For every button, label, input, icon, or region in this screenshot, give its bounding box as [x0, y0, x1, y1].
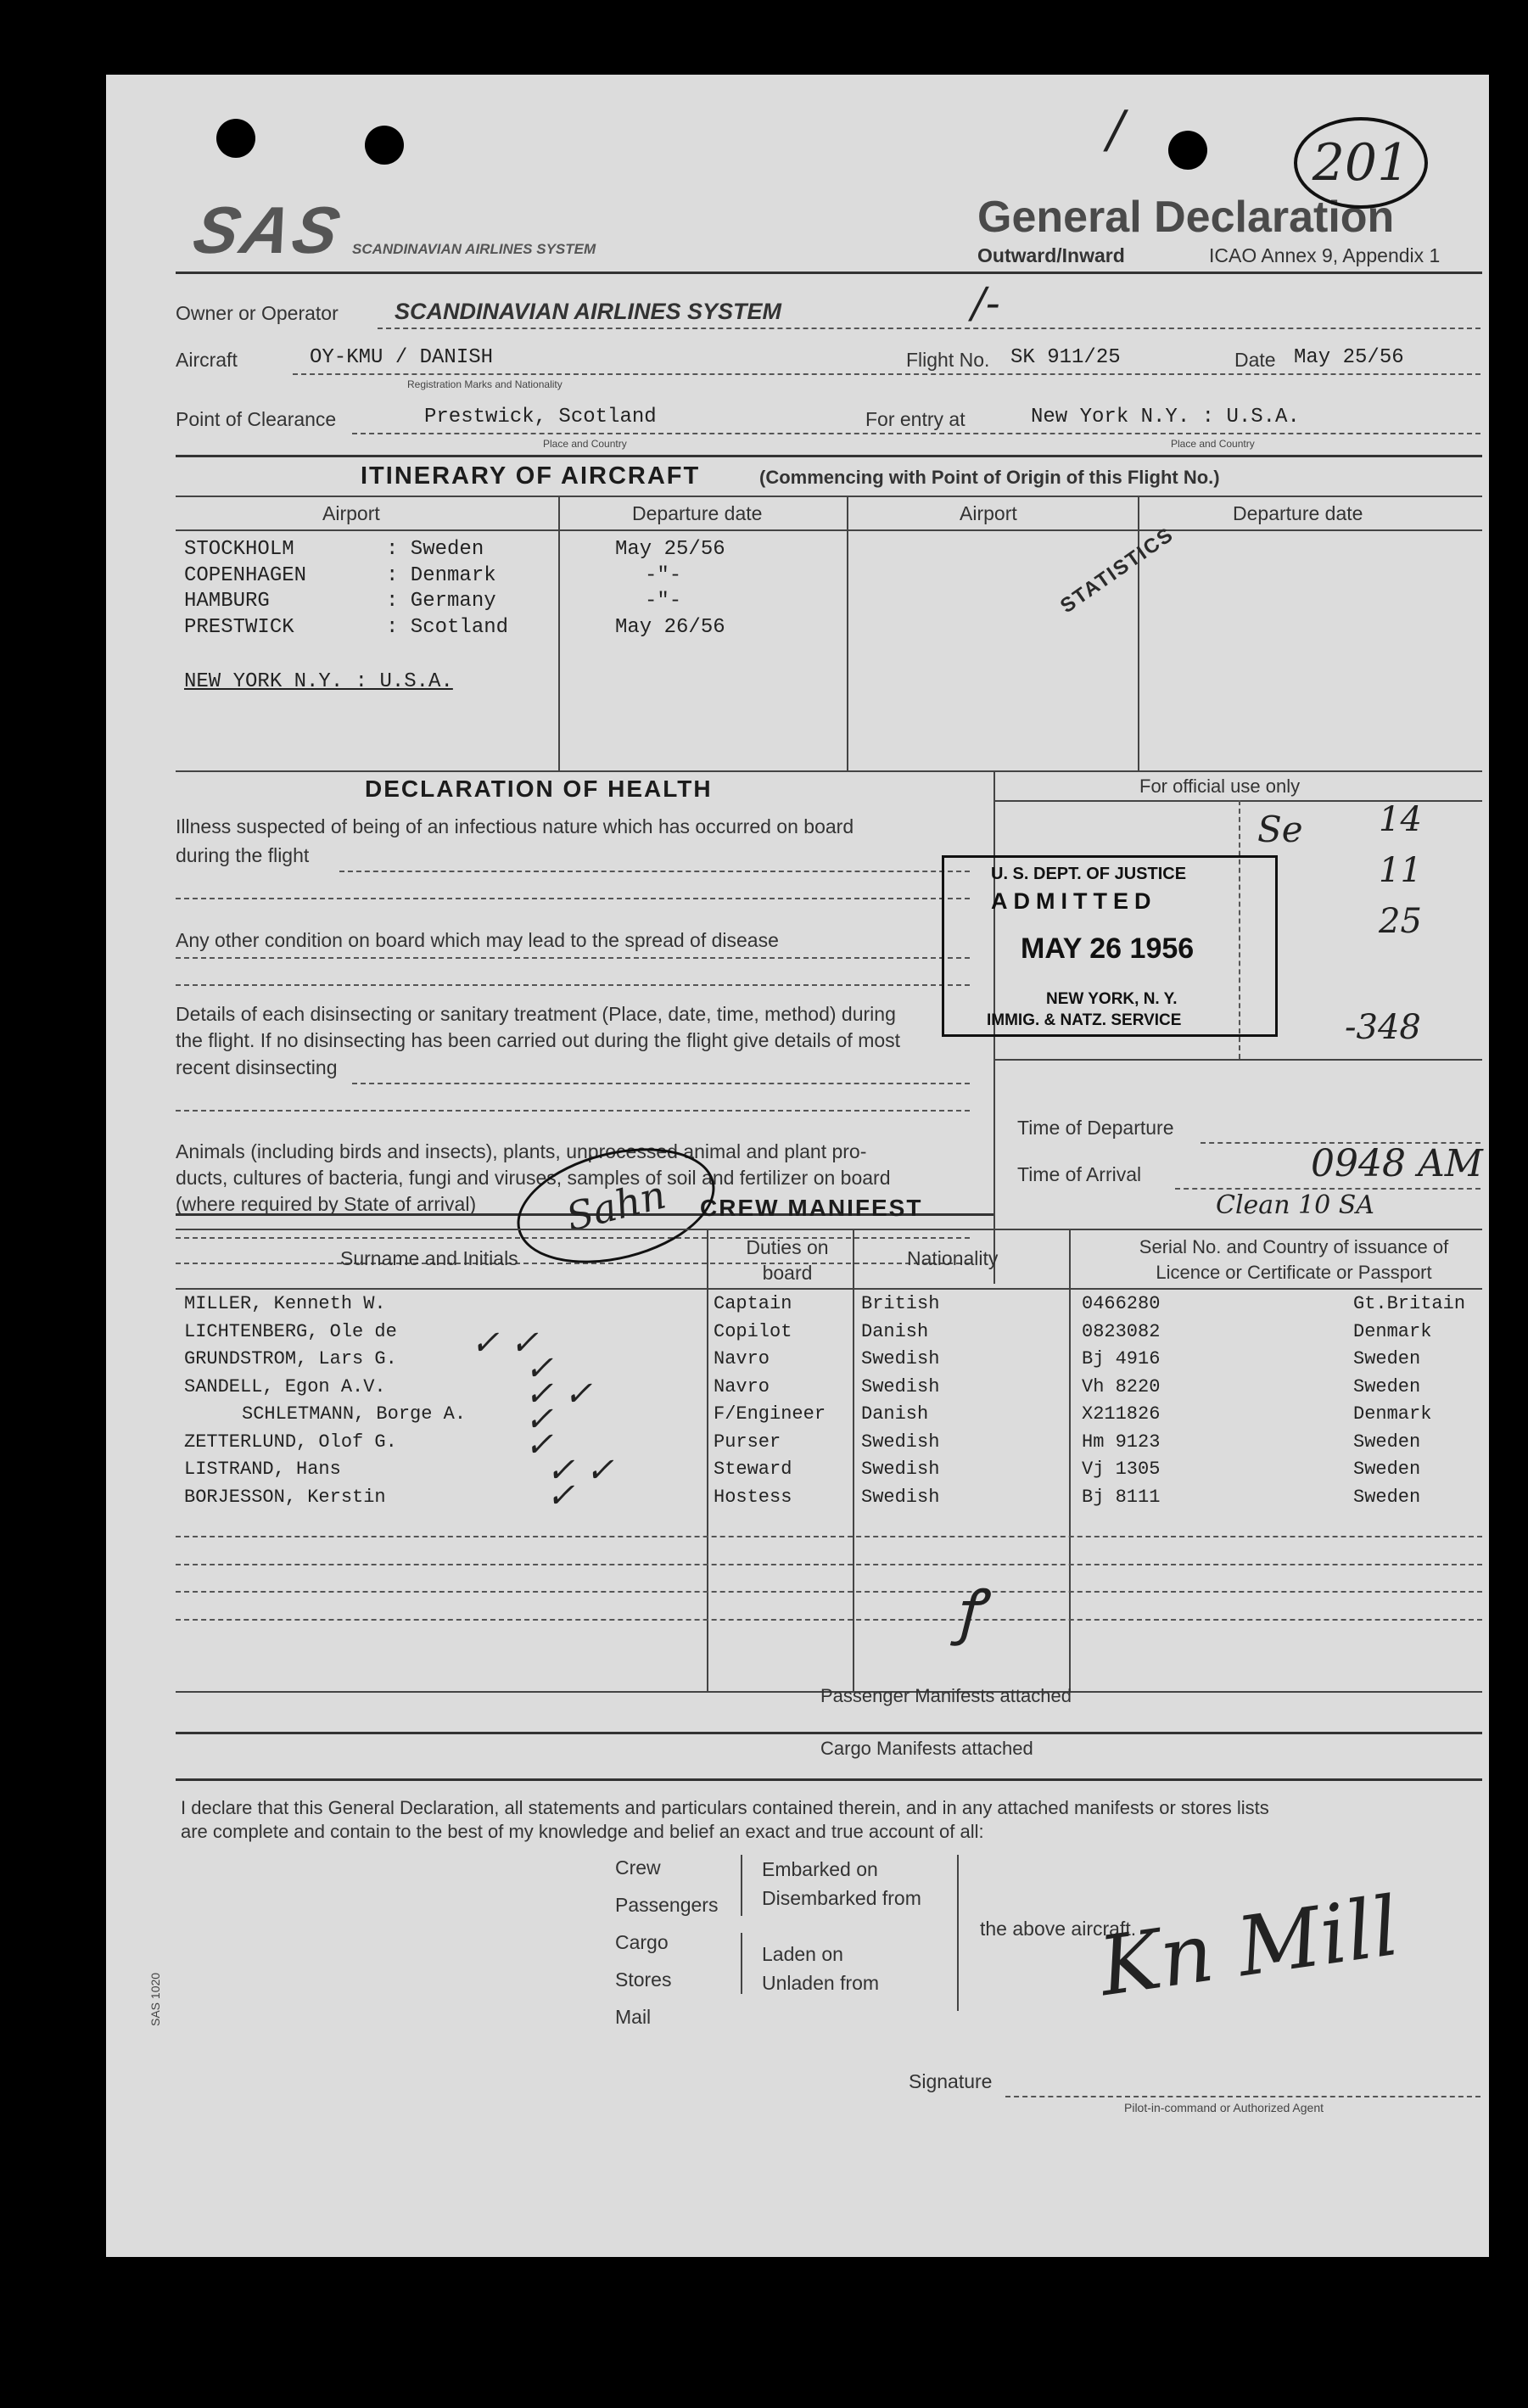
itinerary-destination: NEW YORK N.Y. : U.S.A.	[184, 670, 453, 693]
unladen-label: Unladen from	[762, 1972, 880, 1994]
handwritten-count: 25	[1379, 902, 1422, 941]
crew-cell-name: LICHTENBERG, Ole de	[184, 1320, 397, 1342]
crew-cell-nat: Swedish	[861, 1486, 940, 1508]
crew-cell-duty: Steward	[714, 1459, 792, 1480]
official-rule	[993, 1059, 1482, 1061]
health-question-1: Illness suspected of being of an infectious nature which has occurred on board	[176, 815, 854, 837]
itinerary-country: : Sweden	[386, 538, 484, 561]
stamp-city: NEW YORK, N. Y.	[1046, 990, 1178, 1008]
itinerary-country: : Germany	[386, 590, 496, 613]
section-rule	[176, 455, 1482, 457]
itinerary-date: -"-	[645, 590, 682, 613]
declaration-item: Crew	[615, 1856, 661, 1879]
itinerary-date: -"-	[645, 564, 682, 587]
date-value: May 25/56	[1294, 346, 1404, 369]
crew-cell-serial: 0466280	[1082, 1293, 1161, 1314]
crew-col-duties: Duties on board	[746, 1236, 829, 1284]
itinerary-airport: COPENHAGEN	[184, 564, 307, 587]
crew-empty-line	[176, 1536, 1482, 1537]
health-question-1b: during the flight	[176, 844, 310, 866]
crew-col-serial: Serial No. and Country of issuance of Licence or Certificate or Passport	[1139, 1236, 1449, 1283]
date-label: Date	[1234, 349, 1276, 371]
entry-caption: Place and Country	[1171, 438, 1255, 450]
statistics-stamp: STATISTICS	[1056, 523, 1178, 619]
handwritten-count: 14	[1379, 800, 1422, 839]
crew-empty-line	[176, 1591, 1482, 1593]
crew-cell-name: SCHLETMANN, Borge A.	[242, 1403, 467, 1425]
owner-label: Owner or Operator	[176, 302, 339, 324]
crew-heading: CREW MANIFEST	[700, 1195, 923, 1221]
document-page	[106, 75, 1489, 2257]
declaration-text: I declare that this General Declaration, all statements and particulars contained therein, and in any attached manifests or stores lists	[181, 1797, 1269, 1818]
itinerary-country: : Scotland	[386, 616, 509, 639]
handwritten-initials: ꝭ	[954, 1576, 983, 1646]
crew-cell-name: MILLER, Kenneth W.	[184, 1293, 386, 1314]
itinerary-col-airport: Airport	[322, 502, 380, 524]
handwritten-number: -348	[1345, 1008, 1421, 1047]
entry-value: New York N.Y. : U.S.A.	[1031, 406, 1300, 428]
signature-line	[1005, 2096, 1480, 2097]
handwritten-mark: /-	[971, 278, 1000, 328]
crew-cell-duty: Navro	[714, 1348, 770, 1369]
itinerary-bottom-rule	[176, 770, 1482, 772]
itinerary-heading: ITINERARY OF AIRCRAFT	[361, 462, 701, 490]
flight-label: Flight No.	[906, 349, 990, 371]
itinerary-divider	[558, 496, 560, 770]
declaration-item: Stores	[615, 1968, 672, 1991]
crew-cell-country: Sweden	[1353, 1348, 1421, 1369]
crew-cell-serial: Vh 8220	[1082, 1375, 1161, 1397]
crew-cell-name: BORJESSON, Kerstin	[184, 1486, 386, 1508]
handwritten-circled-note: Sahn	[505, 1129, 726, 1282]
crew-cell-duty: F/Engineer	[714, 1403, 826, 1425]
handwritten-initials: Se	[1257, 809, 1303, 850]
itinerary-divider	[1138, 496, 1139, 770]
admitted-stamp	[942, 855, 1278, 1037]
captain-signature: Kn Mill	[1093, 1878, 1405, 2015]
bracket	[741, 1933, 742, 1994]
itinerary-col-departure-2: Departure date	[1233, 502, 1363, 524]
stamp-date: MAY 26 1956	[1021, 932, 1195, 965]
arrival-value: 0948 AM	[1311, 1142, 1483, 1185]
crew-cell-name: SANDELL, Egon A.V.	[184, 1375, 386, 1397]
itinerary-divider	[847, 496, 848, 770]
departure-label: Time of Departure	[1017, 1117, 1174, 1139]
crew-cell-country: Denmark	[1353, 1320, 1432, 1342]
answer-line	[339, 871, 970, 872]
owner-value: SCANDINAVIAN AIRLINES SYSTEM	[395, 299, 782, 324]
crew-cell-duty: Copilot	[714, 1320, 792, 1342]
arrival-label: Time of Arrival	[1017, 1163, 1142, 1185]
crew-cell-duty: Hostess	[714, 1486, 792, 1508]
itinerary-airport: STOCKHOLM	[184, 538, 294, 561]
entry-label: For entry at	[865, 408, 965, 430]
crew-cell-country: Sweden	[1353, 1486, 1421, 1508]
header-rule	[176, 272, 1482, 274]
signature-label: Signature	[909, 2070, 993, 2092]
flight-value: SK 911/25	[1010, 346, 1121, 369]
stamp-agency: U. S. DEPT. OF JUSTICE	[991, 865, 1187, 883]
cargo-manifest-note: Cargo Manifests attached	[820, 1738, 1033, 1759]
crew-divider	[707, 1229, 708, 1691]
form-direction: Outward/Inward	[977, 244, 1125, 266]
answer-line	[176, 1110, 970, 1112]
crew-cell-name: GRUNDSTROM, Lars G.	[184, 1348, 397, 1369]
sas-logo-subtitle: SCANDINAVIAN AIRLINES SYSTEM	[352, 241, 596, 257]
aircraft-label: Aircraft	[176, 349, 238, 371]
official-heading: For official use only	[1139, 776, 1301, 797]
crew-cell-nat: Danish	[861, 1320, 929, 1342]
itinerary-country: : Denmark	[386, 564, 496, 587]
declaration-item: Cargo	[615, 1931, 669, 1953]
answer-line	[176, 1263, 970, 1264]
crew-cell-nat: Swedish	[861, 1459, 940, 1480]
itinerary-col-departure: Departure date	[632, 502, 763, 524]
aircraft-line	[293, 373, 1480, 375]
stamp-admitted: ADMITTED	[991, 888, 1157, 914]
itinerary-date: May 25/56	[615, 538, 725, 561]
bracket	[957, 1855, 959, 2011]
health-question-3: Details of each disinsecting or sanitary treatment (Place, date, time, method) during	[176, 1003, 896, 1025]
handwritten-count: 11	[1379, 851, 1422, 890]
section-rule	[176, 1732, 1482, 1734]
crew-col-name: Surname and Initials	[340, 1247, 518, 1269]
bracket	[741, 1855, 742, 1916]
aircraft-value: OY-KMU / DANISH	[310, 346, 494, 369]
sas-logo: SAS	[187, 193, 350, 267]
form-number: SAS 1020	[148, 1972, 162, 2026]
crew-cell-nat: British	[861, 1293, 940, 1314]
crew-cell-nat: Swedish	[861, 1375, 940, 1397]
crew-header-rule	[176, 1229, 1482, 1230]
health-question-2: Any other condition on board which may lead to the spread of disease	[176, 929, 779, 951]
laden-label: Laden on	[762, 1943, 843, 1965]
disembarked-label: Disembarked from	[762, 1887, 921, 1909]
handwritten-checkmarks: ✓ ✓ ✓ ✓ ✓ ✓ ✓ ✓ ✓ ✓	[471, 1324, 614, 1515]
aircraft-caption: Registration Marks and Nationality	[407, 378, 563, 390]
crew-cell-duty: Navro	[714, 1375, 770, 1397]
handwritten-note: Clean 10 SA	[1216, 1190, 1374, 1220]
health-question-4b: ducts, cultures of bacteria, fungi and viruses, samples of soil and fertilizer on board	[176, 1167, 891, 1189]
declaration-item: Mail	[615, 2006, 652, 2028]
clearance-value: Prestwick, Scotland	[424, 406, 657, 428]
punch-hole	[216, 119, 255, 158]
handwritten-circled-number: 201	[1294, 117, 1428, 209]
icao-annex: ICAO Annex 9, Appendix 1	[1209, 244, 1441, 266]
passenger-manifest-note: Passenger Manifests attached	[820, 1685, 1072, 1706]
crew-cell-country: Denmark	[1353, 1403, 1432, 1425]
itinerary-rule	[176, 496, 1482, 497]
embarked-label: Embarked on	[762, 1858, 878, 1880]
itinerary-note: (Commencing with Point of Origin of this Flight No.)	[759, 467, 1220, 488]
itinerary-date: May 26/56	[615, 616, 725, 639]
crew-empty-line	[176, 1619, 1482, 1621]
crew-cell-serial: 0823082	[1082, 1320, 1161, 1342]
crew-divider	[853, 1229, 854, 1691]
punch-hole	[365, 126, 404, 165]
crew-empty-line	[176, 1564, 1482, 1565]
health-heading: DECLARATION OF HEALTH	[365, 776, 713, 802]
health-question-3b: the flight. If no disinsecting has been carried out during the flight give details of most	[176, 1029, 901, 1051]
crew-cell-nat: Swedish	[861, 1348, 940, 1369]
crew-cell-serial: Vj 1305	[1082, 1459, 1161, 1480]
above-aircraft-label: the above aircraft.	[980, 1918, 1137, 1940]
crew-cell-nat: Swedish	[861, 1431, 940, 1453]
answer-line	[176, 898, 970, 899]
crew-cell-serial: X211826	[1082, 1403, 1161, 1425]
itinerary-airport: HAMBURG	[184, 590, 270, 613]
crew-cell-country: Gt.Britain	[1353, 1293, 1466, 1314]
crew-cell-serial: Bj 4916	[1082, 1348, 1161, 1369]
crew-cell-country: Sweden	[1353, 1431, 1421, 1453]
answer-line	[352, 1083, 970, 1084]
form-title: General Declaration	[977, 193, 1395, 242]
itinerary-col-airport-2: Airport	[960, 502, 1017, 524]
crew-cell-nat: Danish	[861, 1403, 929, 1425]
handwritten-mark: /	[1107, 100, 1125, 160]
arrival-line	[1175, 1188, 1480, 1190]
crew-cell-serial: Hm 9123	[1082, 1431, 1161, 1453]
crew-cell-name: LISTRAND, Hans	[184, 1459, 341, 1480]
declaration-text-2: are complete and contain to the best of my knowledge and belief an exact and true account of all:	[181, 1821, 984, 1842]
crew-cell-name: ZETTERLUND, Olof G.	[184, 1431, 397, 1453]
section-rule	[176, 1778, 1482, 1781]
crew-col-nationality: Nationality	[907, 1247, 999, 1269]
health-question-3c: recent disinsecting	[176, 1056, 338, 1078]
clearance-label: Point of Clearance	[176, 408, 337, 430]
crew-cell-duty: Purser	[714, 1431, 781, 1453]
answer-line	[176, 957, 970, 959]
punch-hole	[1168, 131, 1207, 170]
crew-divider	[1069, 1229, 1071, 1691]
clearance-caption: Place and Country	[543, 438, 627, 450]
health-question-4: Animals (including birds and insects), plants, unprocessed animal and plant pro-	[176, 1140, 867, 1162]
answer-line	[176, 984, 970, 986]
declaration-item: Passengers	[615, 1894, 719, 1916]
crew-cell-country: Sweden	[1353, 1375, 1421, 1397]
crew-cell-duty: Captain	[714, 1293, 792, 1314]
signature-caption: Pilot-in-command or Authorized Agent	[1124, 2101, 1324, 2114]
crew-cell-country: Sweden	[1353, 1459, 1421, 1480]
health-question-4c: (where required by State of arrival)	[176, 1193, 477, 1215]
crew-cell-serial: Bj 8111	[1082, 1486, 1161, 1508]
itinerary-header-rule	[176, 529, 1482, 531]
crew-header-rule	[176, 1288, 1482, 1290]
owner-line	[378, 328, 1480, 329]
stamp-service: IMMIG. & NATZ. SERVICE	[987, 1011, 1182, 1029]
clearance-line	[352, 433, 1480, 434]
itinerary-airport: PRESTWICK	[184, 616, 294, 639]
